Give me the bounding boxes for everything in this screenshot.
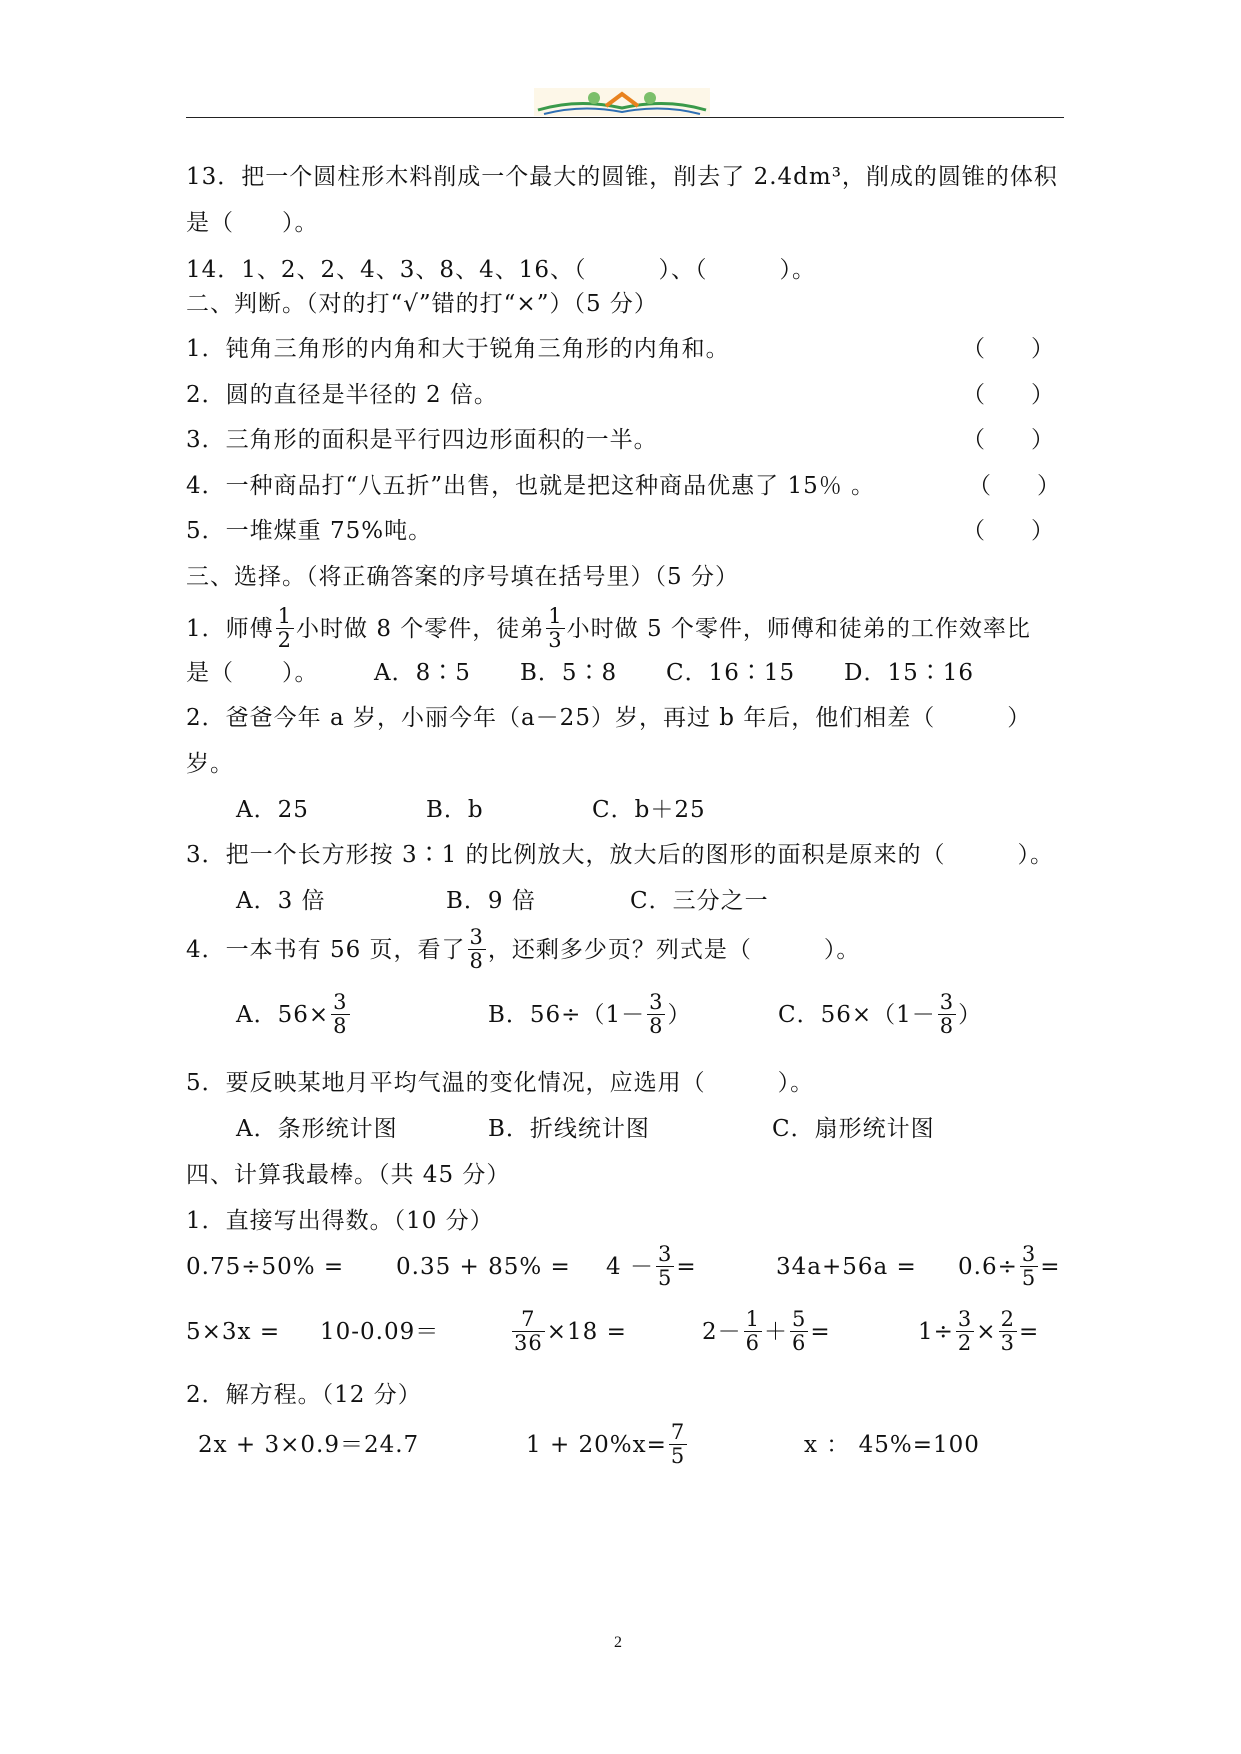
choice-q4-option-c xyxy=(778,990,982,1040)
fraction xyxy=(656,1243,674,1290)
section4-part2: 2．解方程。（12 分） xyxy=(186,1382,422,1408)
fraction-denominator: 5 xyxy=(657,1265,673,1290)
choice-q4-option-a xyxy=(236,990,352,1040)
expr-suffix: ×18 = xyxy=(546,1319,627,1345)
expr-suffix: = xyxy=(676,1254,697,1280)
judge-answer-3: （ ） xyxy=(962,427,1054,453)
fraction-denominator: 5 xyxy=(670,1443,686,1468)
option-suffix: ） xyxy=(958,1002,983,1028)
choice-q3-option-c: C．三分之一 xyxy=(630,888,769,914)
fraction-denominator: 8 xyxy=(333,1013,348,1038)
choice-q1-option-d: D．15∶16 xyxy=(844,660,974,686)
fraction-numerator: 3 xyxy=(939,989,955,1014)
expr-operator: × xyxy=(976,1319,997,1345)
choice-q4-part-b: ，还剩多少页？列式是（ ）。 xyxy=(487,937,861,963)
fraction-numerator: 3 xyxy=(333,989,348,1014)
choice-q3-option-a: A．3 倍 xyxy=(236,888,326,914)
expr-prefix: 2－ xyxy=(702,1319,742,1345)
equation-3: x ： 45%=100 xyxy=(804,1432,980,1458)
fraction-denominator: 2 xyxy=(957,1330,973,1355)
fraction-numerator: 7 xyxy=(521,1306,536,1331)
fraction-numerator: 3 xyxy=(649,989,664,1014)
fraction xyxy=(669,1421,687,1468)
choice-q1-option-b: B．5∶8 xyxy=(520,660,618,686)
choice-q1-line1 xyxy=(186,604,1031,654)
choice-q1-option-c: C．16∶15 xyxy=(666,660,796,686)
fraction xyxy=(999,1308,1017,1355)
calc-r1-e3 xyxy=(606,1242,697,1292)
choice-q3-line1: 3．把一个长方形按 3∶1 的比例放大，放大后的图形的面积是原来的（ ）。 xyxy=(186,842,1055,868)
expr-operator: ＋ xyxy=(764,1319,789,1345)
calc-r2-e1: 5×3x = xyxy=(186,1319,281,1345)
q13-line1: 13．把一个圆柱形木料削成一个最大的圆锥，削去了 2.4dm³，削成的圆锥的体积 xyxy=(186,164,1058,190)
calc-r2-e2: 10-0.09＝ xyxy=(320,1319,440,1345)
fraction-denominator: 5 xyxy=(1021,1265,1037,1290)
fraction-numerator: 2 xyxy=(1000,1306,1015,1331)
q13-line2: 是（ ）。 xyxy=(186,210,319,236)
section4-heading: 四、计算我最棒。（共 45 分） xyxy=(186,1162,511,1188)
fraction xyxy=(790,1308,808,1355)
expr-prefix: 1 + 20%x= xyxy=(526,1432,667,1458)
expr-suffix: = xyxy=(1018,1319,1040,1345)
fraction-denominator: 3 xyxy=(1000,1330,1015,1355)
choice-q4-option-b xyxy=(488,990,691,1040)
fraction-numerator: 1 xyxy=(277,603,293,628)
judge-item-5: 5．一堆煤重 75%吨。 xyxy=(186,518,433,544)
fraction-denominator: 6 xyxy=(792,1330,807,1355)
choice-q2-option-a: A．25 xyxy=(236,797,309,823)
calc-r2-e4 xyxy=(702,1307,831,1357)
judge-item-1: 1．钝角三角形的内角和大于锐角三角形的内角和。 xyxy=(186,336,730,362)
option-prefix: A．56× xyxy=(236,1002,330,1028)
choice-q5-line1: 5．要反映某地月平均气温的变化情况，应选用（ ）。 xyxy=(186,1070,815,1096)
section4-part1: 1．直接写出得数。（10 分） xyxy=(186,1208,494,1234)
choice-q4-line1 xyxy=(186,925,860,975)
choice-q1-part-a: 1．师傅 xyxy=(186,616,274,642)
fraction xyxy=(331,991,349,1038)
choice-q1-line2: 是（ ）。 xyxy=(186,660,319,686)
judge-item-2: 2．圆的直径是半径的 2 倍。 xyxy=(186,382,498,408)
fraction-numerator: 1 xyxy=(745,1306,761,1331)
q14: 14．1、2、2、4、3、8、4、16、（ ）、（ ）。 xyxy=(186,257,816,283)
judge-answer-2: （ ） xyxy=(962,382,1054,408)
fraction xyxy=(276,605,294,652)
option-prefix: B．56÷（1－ xyxy=(488,1002,646,1028)
fraction-numerator: 3 xyxy=(657,1241,673,1266)
calc-r2-e3 xyxy=(510,1307,627,1357)
option-suffix: ） xyxy=(667,1002,692,1028)
choice-q5-option-b: B．折线统计图 xyxy=(488,1116,650,1142)
choice-q1-part-b: 小时做 8 个零件，徒弟 xyxy=(296,616,545,642)
calc-r1-e4: 34a+56a = xyxy=(776,1254,917,1280)
fraction xyxy=(938,991,956,1038)
fraction-denominator: 8 xyxy=(469,948,484,973)
choice-q2-option-b: B．b xyxy=(426,797,484,823)
expr-prefix: 1÷ xyxy=(918,1319,954,1345)
fraction xyxy=(647,991,665,1038)
choice-q1-part-c: 小时做 5 个零件，师傅和徒弟的工作效率比 xyxy=(566,616,1031,642)
choice-q2-option-c: C．b＋25 xyxy=(592,797,706,823)
judge-answer-4: （ ） xyxy=(968,473,1060,499)
judge-answer-5: （ ） xyxy=(962,518,1054,544)
fraction-denominator: 2 xyxy=(277,627,293,652)
calc-r1-e2: 0.35 + 85% = xyxy=(396,1254,571,1280)
option-prefix: C．56×（1－ xyxy=(778,1002,936,1028)
fraction-denominator: 8 xyxy=(939,1013,955,1038)
judge-item-3: 3．三角形的面积是平行四边形面积的一半。 xyxy=(186,427,658,453)
fraction-numerator: 3 xyxy=(957,1306,973,1331)
fraction-numerator: 7 xyxy=(670,1419,686,1444)
fraction xyxy=(468,926,486,973)
fraction-numerator: 3 xyxy=(1021,1241,1037,1266)
expr-prefix: 0.6÷ xyxy=(958,1254,1018,1280)
equation-2 xyxy=(526,1420,689,1470)
expr-suffix: = xyxy=(1040,1254,1061,1280)
fraction xyxy=(512,1308,545,1355)
choice-q5-option-c: C．扇形统计图 xyxy=(772,1116,935,1142)
fraction-denominator: 6 xyxy=(745,1330,761,1355)
fraction-numerator: 1 xyxy=(548,603,563,628)
section2-heading: 二、判断。（对的打“√”错的打“×”）（5 分） xyxy=(186,291,658,317)
fraction xyxy=(546,605,564,652)
fraction-denominator: 3 xyxy=(548,627,563,652)
calc-r1-e5 xyxy=(958,1242,1061,1292)
expr-suffix: = xyxy=(810,1319,831,1345)
choice-q2-line2: 岁。 xyxy=(186,751,234,777)
header-logo xyxy=(534,88,710,116)
choice-q5-option-a: A．条形统计图 xyxy=(236,1116,398,1142)
choice-q1-option-a: A．8∶5 xyxy=(374,660,471,686)
expr-prefix: 4 － xyxy=(606,1254,654,1280)
calc-r1-e1: 0.75÷50% = xyxy=(186,1254,345,1280)
fraction xyxy=(1020,1243,1038,1290)
fraction xyxy=(744,1308,762,1355)
judge-answer-1: （ ） xyxy=(962,336,1054,362)
equation-1: 2x + 3×0.9＝24.7 xyxy=(198,1432,420,1458)
section3-heading: 三、选择。（将正确答案的序号填在括号里）（5 分） xyxy=(186,564,739,590)
fraction-numerator: 3 xyxy=(469,924,484,949)
fraction xyxy=(956,1308,974,1355)
fraction-numerator: 5 xyxy=(792,1306,807,1331)
choice-q2-line1: 2．爸爸今年 a 岁，小丽今年（a－25）岁，再过 b 年后，他们相差（ ） xyxy=(186,705,1032,731)
judge-item-4: 4．一种商品打“八五折”出售，也就是把这种商品优惠了 15％ 。 xyxy=(186,473,876,499)
calc-r2-e5 xyxy=(918,1307,1039,1357)
header-rule xyxy=(186,117,1064,118)
page-number: 2 xyxy=(614,1634,622,1651)
fraction-denominator: 36 xyxy=(514,1330,543,1355)
choice-q4-part-a: 4．一本书有 56 页，看了 xyxy=(186,937,466,963)
fraction-denominator: 8 xyxy=(649,1013,664,1038)
choice-q3-option-b: B．9 倍 xyxy=(446,888,536,914)
